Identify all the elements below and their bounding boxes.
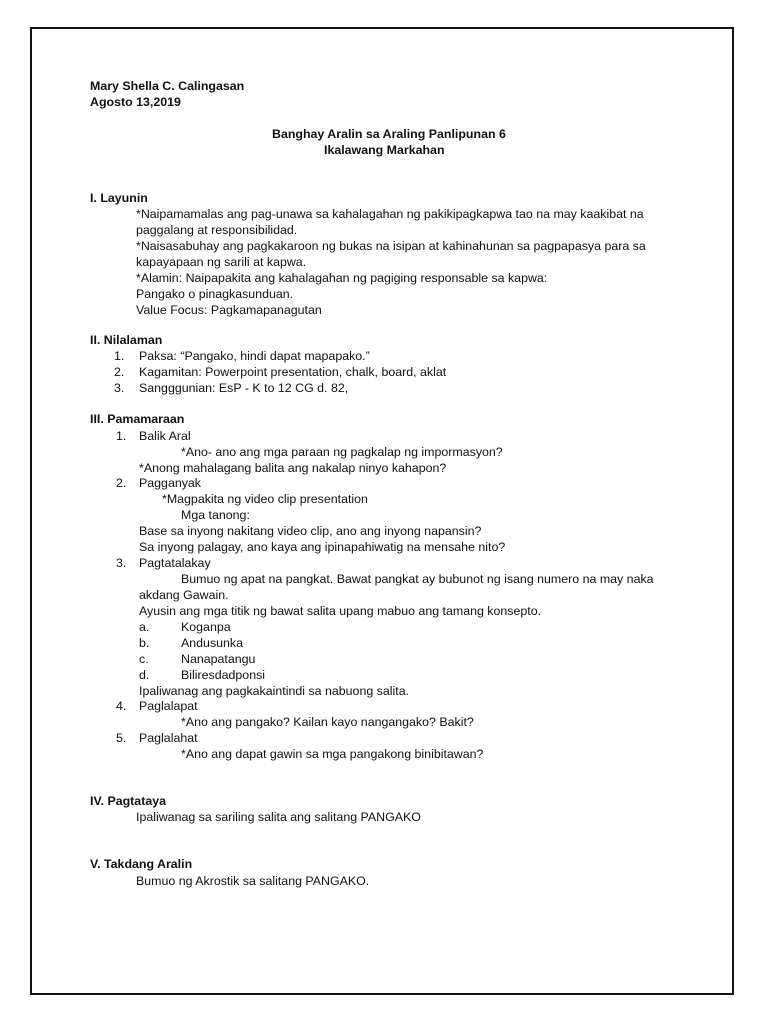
nilalaman-item-2-text: Kagamitan: Powerpoint presentation, chalk, board, aklat [139, 365, 447, 379]
word-c: Nanapatangu [181, 652, 256, 666]
step-2-line-2: Mga tanong: [181, 508, 250, 522]
step-1-number: 1. [116, 429, 127, 443]
step-2-question-2: Sa inyong palagay, ano kaya ang ipinapahiwatig na mensahe nito? [139, 540, 506, 554]
word-b-letter: b. [139, 636, 150, 650]
step-5-question: *Ano ang dapat gawin sa mga pangakong binibitawan? [181, 747, 484, 761]
nilalaman-item-1-text: Paksa: “Pangako, hindi dapat mapapako.” [139, 349, 370, 363]
lesson-date: Agosto 13,2019 [90, 95, 181, 109]
word-b: Andusunka [181, 636, 244, 650]
word-a: Koganpa [181, 620, 231, 634]
step-4-title: Paglalapat [139, 699, 198, 713]
step-2-line-1: *Magpakita ng video clip presentation [162, 492, 368, 506]
section-pamamaraan-heading: III. Pamamaraan [90, 412, 185, 426]
step-3-line-1: Bumuo ng apat na pangkat. Bawat pangkat ay bubunot ng isang numero na may naka [181, 572, 654, 586]
section-layunin-heading: I. Layunin [90, 191, 148, 205]
document-title: Banghay Aralin sa Araling Panlipunan 6 [272, 127, 506, 141]
nilalaman-item-2-number: 2. [114, 365, 125, 379]
objective-2-line-2: kapayapaan ng sarili at kapwa. [136, 255, 307, 269]
section-takdang-aralin-heading: V. Takdang Aralin [90, 857, 193, 871]
step-2-title: Pagganyak [139, 476, 202, 490]
step-1-question-2: *Anong mahalagang balita ang nakalap ninyo kahapon? [139, 461, 447, 475]
step-5-title: Paglalahat [139, 731, 198, 745]
step-3-line-3: Ayusin ang mga titik ng bawat salita upang mabuo ang tamang konsepto. [139, 604, 542, 618]
objective-3-line-1: *Alamin: Naipapakita ang kahalagahan ng pagiging responsable sa kapwa: [136, 271, 548, 285]
nilalaman-item-3-text: Sangggunian: EsP - K to 12 CG d. 82, [139, 381, 349, 395]
pagtataya-text: Ipaliwanag sa sariling salita ang salitang PANGAKO [136, 810, 421, 824]
takdang-aralin-text: Bumuo ng Akrostik sa salitang PANGAKO. [136, 874, 370, 888]
objective-3-line-2: Pangako o pinagkasunduan. [136, 287, 294, 301]
objective-2-line-1: *Naisasabuhay ang pagkakaroon ng bukas na isipan at kahinahunan sa pagpapasya para sa [136, 239, 646, 253]
step-3-title: Pagtatalakay [139, 556, 211, 570]
nilalaman-item-3-number: 3. [114, 381, 125, 395]
step-5-number: 5. [116, 731, 127, 745]
section-pagtataya-heading: IV. Pagtataya [90, 794, 166, 808]
word-d: Biliresdadponsi [181, 668, 266, 682]
objective-1-line-2: paggalang at responsibilidad. [136, 223, 298, 237]
step-2-question-1: Base sa inyong nakitang video clip, ano ang inyong napansin? [139, 524, 482, 538]
step-1-question-1: *Ano- ano ang mga paraan ng pagkalap ng impormasyon? [181, 445, 503, 459]
step-3-number: 3. [116, 556, 127, 570]
value-focus: Value Focus: Pagkamapanagutan [136, 303, 322, 317]
step-2-number: 2. [116, 476, 127, 490]
document-subtitle: Ikalawang Markahan [324, 143, 445, 157]
step-1-title: Balik Aral [139, 429, 191, 443]
word-c-letter: c. [139, 652, 149, 666]
step-4-number: 4. [116, 699, 127, 713]
page-border [30, 27, 734, 995]
nilalaman-item-1-number: 1. [114, 349, 125, 363]
objective-1-line-1: *Naipamamalas ang pag-unawa sa kahalagahan ng pakikipagkapwa tao na may kaakibat na [136, 207, 644, 221]
section-nilalaman-heading: II. Nilalaman [90, 333, 163, 347]
author-name: Mary Shella C. Calingasan [90, 79, 245, 93]
step-3-line-2: akdang Gawain. [139, 588, 229, 602]
step-3-line-4: Ipaliwanag ang pagkakaintindi sa nabuong salita. [139, 684, 410, 698]
word-a-letter: a. [139, 620, 150, 634]
step-4-question: *Ano ang pangako? Kailan kayo nangangako? Bakit? [181, 715, 474, 729]
word-d-letter: d. [139, 668, 150, 682]
